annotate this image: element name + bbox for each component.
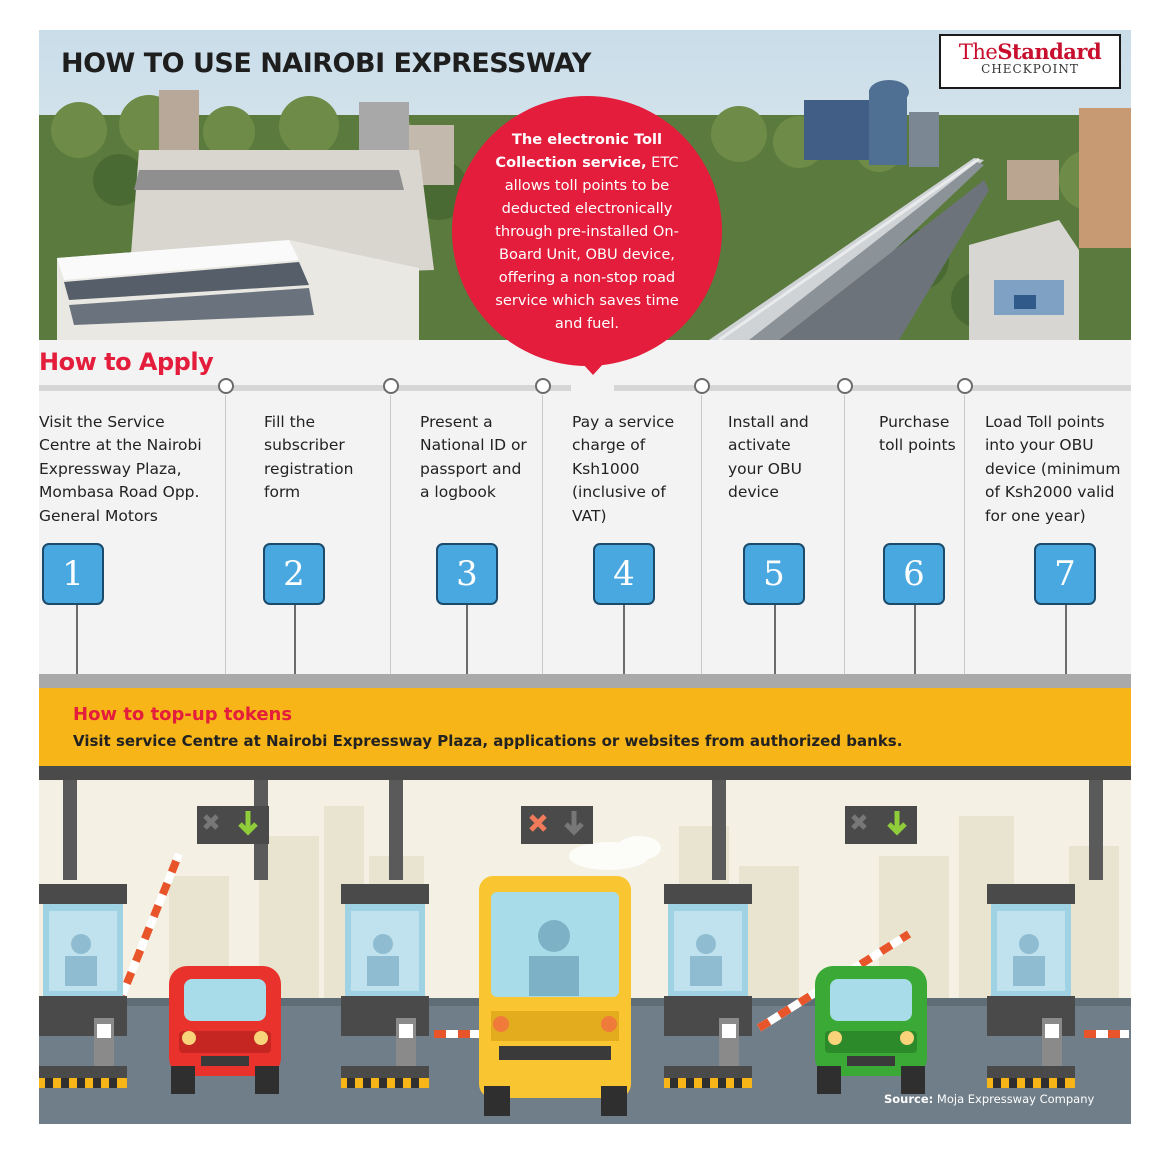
step-3-text: Present a National ID or passport and a logbook [420,413,527,502]
overpass-edge [39,674,1131,688]
step-5-number: 5 [743,543,805,605]
timeline-dot [383,378,399,394]
red-car [169,966,281,1094]
step-connector [914,600,916,680]
lane-signal-left [197,806,269,844]
etc-bold-lead: The electronic Toll Collection service, [495,131,663,171]
step-6-text: Purchase toll points [879,413,956,455]
source-label: Source: [884,1092,934,1106]
timeline-dot [218,378,234,394]
column-divider [844,395,845,677]
source-text: Moja Expressway Company [936,1092,1095,1106]
step-connector [76,600,78,680]
step-2-text: Fill the subscriber registration form [264,413,354,502]
step-1-number: 1 [42,543,104,605]
topup-text: Visit service Centre at Nairobi Expressway Plaza, applications or websites from authorized banks. [73,732,903,750]
timeline-dot [694,378,710,394]
step-5-text: Install and activate your OBU device [728,413,809,502]
green-car [815,966,927,1094]
timeline-dot [957,378,973,394]
step-6-number: 6 [883,543,945,605]
step-7-number: 7 [1034,543,1096,605]
step-4-number: 4 [593,543,655,605]
column-divider [701,395,702,677]
page-title: HOW TO USE NAIROBI EXPRESSWAY [61,48,591,79]
etc-pointer-arrow-icon [582,363,604,375]
topup-title: How to top-up tokens [73,704,293,725]
timeline-bar [614,385,1131,391]
step-connector [294,600,296,680]
column-divider [390,395,391,677]
step-2-number: 2 [263,543,325,605]
logo-checkpoint: CHECKPOINT [981,62,1079,76]
timeline-dot [837,378,853,394]
apply-title: How to Apply [39,348,214,376]
column-divider [542,395,543,677]
step-1-text: Visit the Service Centre at the Nairobi Expressway Plaza, Mombasa Road Opp. General Motors [39,413,202,525]
timeline-bar [39,385,571,391]
step-7-text: Load Toll points into your OBU device (minimum of Ksh2000 valid for one year) [985,413,1121,525]
step-4-text: Pay a service charge of Ksh1000 (inclusive of VAT) [572,413,675,525]
step-connector [623,600,625,680]
toll-plaza-illustration [39,766,1131,1124]
infographic [39,30,1131,1124]
source-credit [884,1092,1094,1106]
the-standard-logo [939,34,1121,89]
step-connector [1065,600,1067,680]
logo-the: The [958,40,998,64]
etc-callout [452,96,722,366]
logo-standard: Standard [997,39,1102,64]
timeline-dot [535,378,551,394]
yellow-bus [479,876,631,1116]
step-connector [466,600,468,680]
topup-band [39,688,1131,766]
etc-description [482,128,692,335]
step-3-number: 3 [436,543,498,605]
column-divider [225,395,226,677]
step-connector [774,600,776,680]
lane-signal-right [845,806,917,844]
etc-body: ETC allows toll points to be deducted electronically through pre-installed On-Board Unit, OBU device, offering a non-stop road service which saves time and fuel. [495,154,679,332]
lane-signal-middle [521,806,593,844]
column-divider [964,395,965,677]
